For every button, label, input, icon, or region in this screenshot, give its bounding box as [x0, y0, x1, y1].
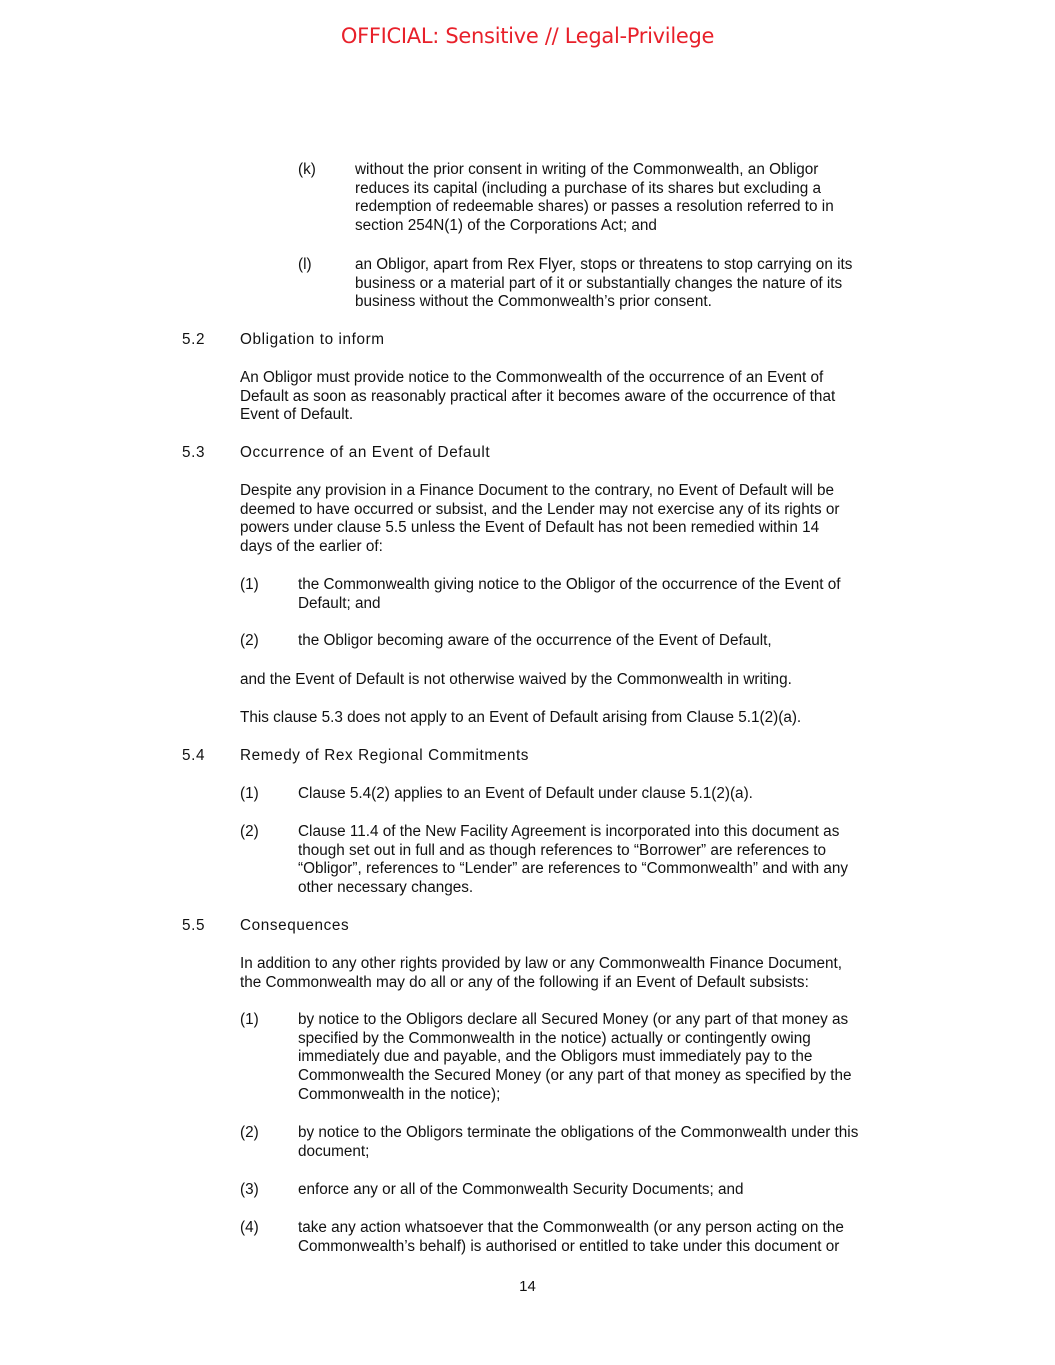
text-line: Default as soon as reasonably practical after it becomes aware of the occurrence of that: [240, 387, 836, 405]
text-line: Despite any provision in a Finance Document to the contrary, no Event of Default will be: [240, 482, 835, 499]
text-line: reduces its capital (including a purchase of its shares but excluding a: [355, 179, 821, 197]
text-line: Consequences: [240, 917, 350, 934]
text-line: An Obligor must provide notice to the Commonwealth of the occurrence of an Event of: [240, 369, 824, 386]
section-number: 5.4: [182, 747, 206, 764]
section-title: [240, 331, 385, 350]
text-line: Occurrence of an Event of Default: [240, 444, 491, 461]
text-line: take any action whatsoever that the Commonwealth (or any person acting on the: [298, 1219, 844, 1236]
section-title: [240, 747, 529, 766]
text-line: Commonwealth’s behalf) is authorised or entitled to take under this document or: [298, 1237, 840, 1255]
item-number: (1): [240, 785, 259, 802]
text: [298, 1181, 744, 1200]
text: [298, 1011, 852, 1105]
text-line: Clause 11.4 of the New Facility Agreement is incorporated into this document as: [298, 823, 840, 840]
text-line: without the prior consent in writing of the Commonwealth, an Obligor: [355, 161, 819, 178]
item-number: (k): [298, 161, 316, 178]
item-number: (1): [240, 1011, 259, 1028]
text: [355, 161, 834, 236]
text: [240, 709, 801, 728]
item-number: (2): [240, 1124, 259, 1141]
text-line: deemed to have occurred or subsist, and the Lender may not exercise any of its rights or: [240, 500, 840, 518]
text: [240, 369, 835, 425]
text-line: immediately due and payable, and the Obligors must immediately pay to the: [298, 1048, 813, 1066]
text: [298, 823, 848, 898]
section-number: 5.3: [182, 444, 206, 461]
text-line: Remedy of Rex Regional Commitments: [240, 747, 530, 764]
section-title: [240, 444, 490, 463]
classification-banner: OFFICIAL: Sensitive // Legal-Privilege: [340, 24, 715, 48]
text-line: Commonwealth in the notice);: [298, 1085, 501, 1103]
item-number: (l): [298, 256, 312, 273]
text-line: “Obligor”, references to “Lender” are references to “Commonwealth” and with any: [298, 860, 849, 878]
text-line: Commonwealth the Secured Money (or any part of that money as specified by the: [298, 1067, 852, 1085]
text-line: specified by the Commonwealth in the notice) actually or contingently owing: [298, 1029, 811, 1047]
text: [298, 576, 841, 613]
text-line: business without the Commonwealth’s prior consent.: [355, 293, 712, 311]
section-number: 5.5: [182, 917, 206, 934]
text: [298, 785, 753, 804]
item-number: (3): [240, 1181, 259, 1198]
text: [240, 482, 839, 557]
text-line: enforce any or all of the Commonwealth Security Documents; and: [298, 1181, 744, 1198]
item-number: (2): [240, 823, 259, 840]
text-line: though set out in full and as though references to “Borrower” are references to: [298, 841, 827, 859]
text-line: Default; and: [298, 594, 381, 612]
text-line: business or a material part of it or substantially changes the nature of its: [355, 274, 843, 292]
text-line: In addition to any other rights provided by law or any Commonwealth Finance Document,: [240, 955, 842, 972]
item-number: (2): [240, 632, 259, 649]
text-line: powers under clause 5.5 unless the Event of Default has not been remedied within 14: [240, 519, 820, 537]
item-number: (1): [240, 576, 259, 593]
text: [240, 955, 842, 992]
text-line: the Obligor becoming aware of the occurrence of the Event of Default,: [298, 632, 772, 649]
text: [298, 1124, 858, 1161]
text-line: other necessary changes.: [298, 879, 474, 897]
text-line: by notice to the Obligors terminate the obligations of the Commonwealth under this: [298, 1124, 859, 1141]
text-line: days of the earlier of:: [240, 538, 383, 556]
text-line: document;: [298, 1142, 370, 1160]
text-line: Clause 5.4(2) applies to an Event of Default under clause 5.1(2)(a).: [298, 785, 753, 802]
text-line: by notice to the Obligors declare all Secured Money (or any part of that money as: [298, 1011, 849, 1028]
text: [298, 1219, 844, 1256]
section-title: [240, 917, 349, 936]
text-line: and the Event of Default is not otherwise waived by the Commonwealth in writing.: [240, 671, 792, 688]
text: [355, 256, 852, 312]
text-line: the Commonwealth may do all or any of the following if an Event of Default subsists:: [240, 973, 809, 991]
page-number: 14: [519, 1278, 536, 1295]
text-line: section 254N(1) of the Corporations Act; and: [355, 217, 657, 235]
text: [298, 632, 772, 651]
text-line: an Obligor, apart from Rex Flyer, stops or threatens to stop carrying on its: [355, 256, 853, 273]
section-number: 5.2: [182, 331, 206, 348]
item-number: (4): [240, 1219, 259, 1236]
text-line: This clause 5.3 does not apply to an Event of Default arising from Clause 5.1(2)(a).: [240, 709, 802, 726]
text: [240, 671, 792, 690]
text-line: Obligation to inform: [240, 331, 385, 348]
text-line: the Commonwealth giving notice to the Obligor of the occurrence of the Event of: [298, 576, 841, 593]
text-line: Event of Default.: [240, 406, 354, 424]
text-line: redemption of redeemable shares) or passes a resolution referred to in: [355, 198, 834, 216]
